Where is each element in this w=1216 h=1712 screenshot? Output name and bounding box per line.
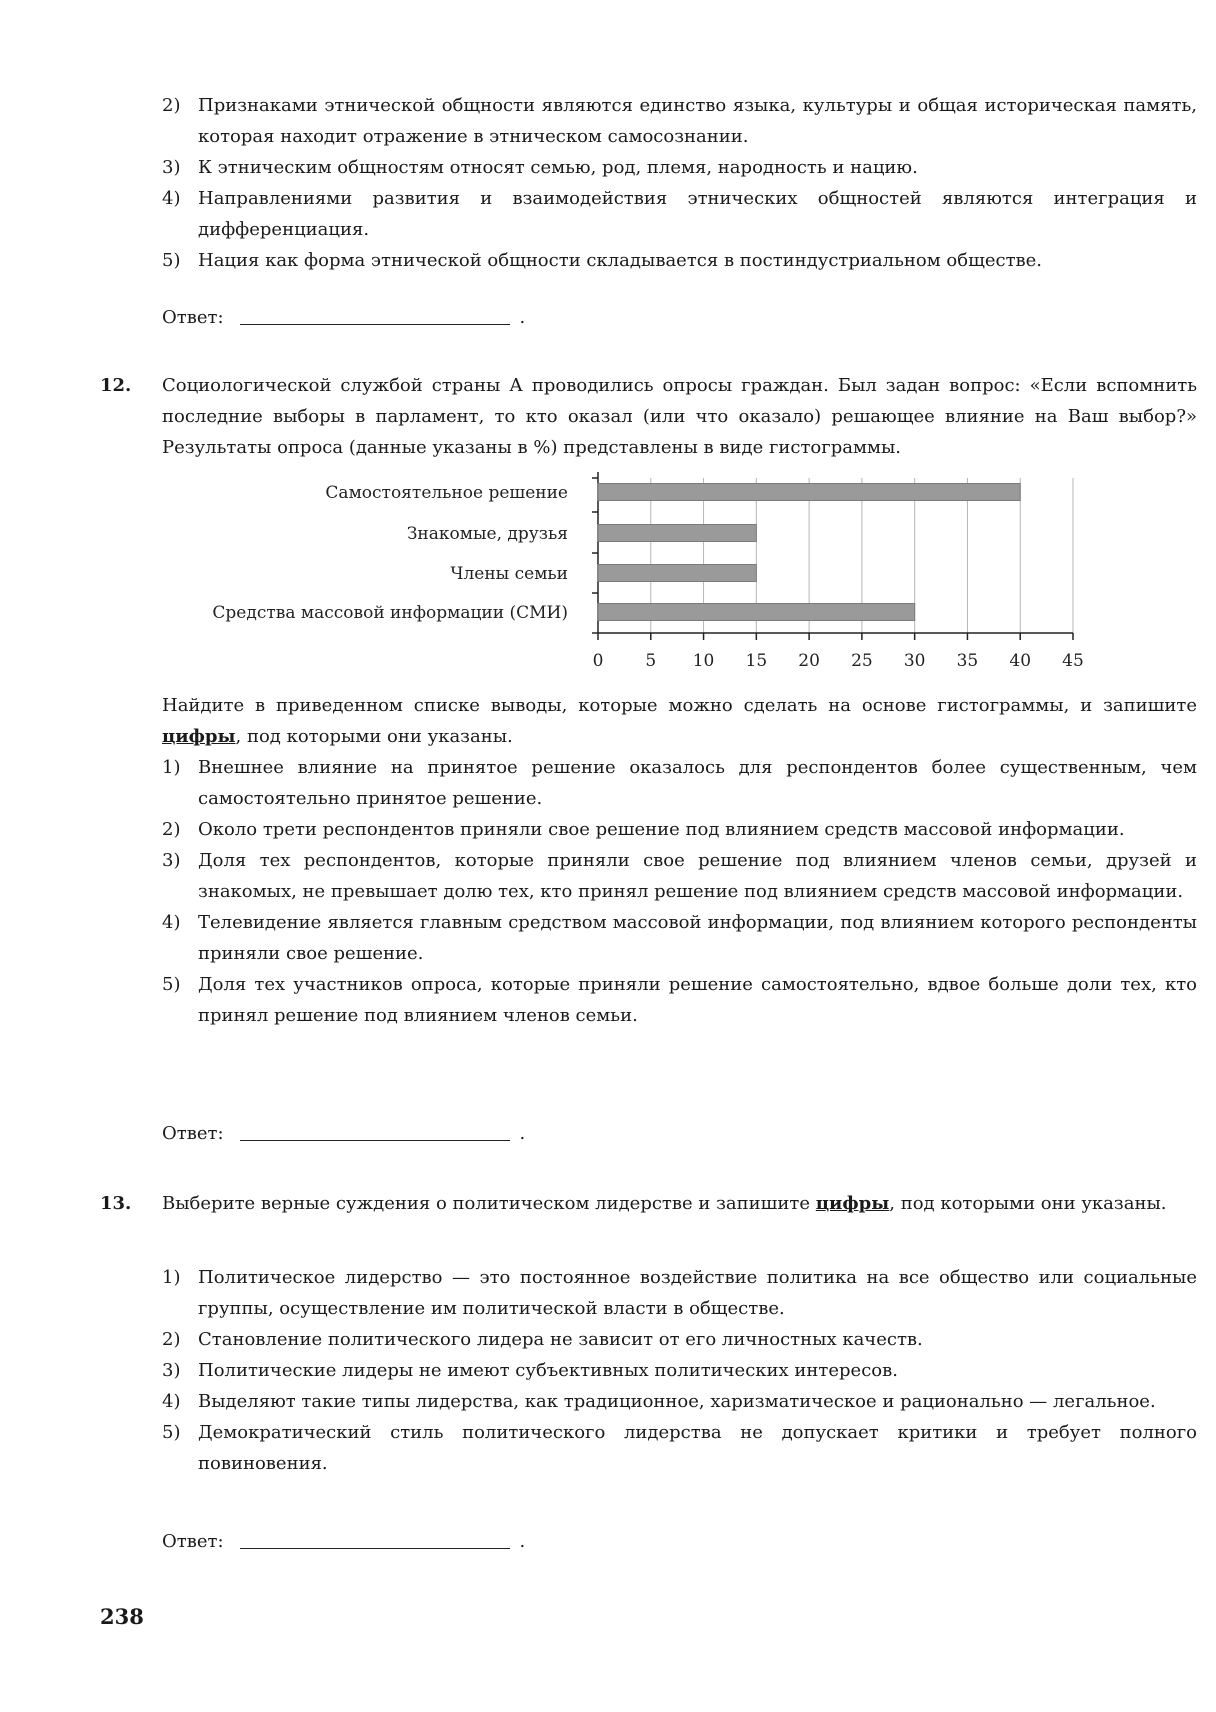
task12-question: Найдите в приведенном списке выводы, которые можно сделать на основе гистограммы, и запишите цифры, под которыми они указаны. [162, 695, 1197, 747]
task12-number: 12. [100, 375, 132, 396]
chart-x-tick-label: 25 [851, 651, 873, 671]
chart-x-tick-label: 0 [592, 651, 604, 671]
chart-x-tick-label: 20 [798, 651, 820, 671]
bold-word: цифры [815, 1193, 890, 1214]
task12-options [162, 752, 1197, 1031]
answer-line[interactable] [240, 1120, 510, 1141]
chart-x-tick-label: 5 [645, 651, 657, 671]
task11-option: 5) Нация как форма этнической общности складывается в постиндустриальном обществе. [162, 250, 1043, 271]
task13-option: 1) Политическое лидерство — это постоянное воздействие политика на все общество или социальные группы, осуществление им политической власти в обществе. [162, 1267, 1197, 1319]
bold-word: цифры [162, 726, 236, 747]
task12-option: 5) Доля тех участников опроса, которые приняли решение самостоятельно, вдвое больше доли тех, кто принял решение под влиянием членов семьи. [162, 974, 1197, 1026]
chart-category-label: Члены семьи [450, 564, 568, 584]
chart-category-label: Самостоятельное решение [325, 483, 568, 503]
task12-option: 2) Около трети респондентов приняли свое решение под влиянием средств массовой информации. [162, 819, 1125, 840]
task12-option: 3) Доля тех респондентов, которые приняли свое решение под влиянием членов семьи, друзей и знакомых, не превышает долю тех, кто принял решение под влиянием средств массовой информации. [162, 850, 1197, 902]
task11-answer: Ответ: . [162, 304, 525, 332]
task13-intro: Выберите верные суждения о политическом лидерстве и запишите цифры, под которыми они указаны. [162, 1193, 1167, 1214]
answer-line[interactable] [240, 1528, 510, 1549]
answer-label: Ответ: [162, 1123, 224, 1144]
answer-label: Ответ: [162, 1531, 224, 1552]
page-number: 238 [100, 1604, 144, 1629]
chart-x-tick-label: 40 [1009, 651, 1032, 671]
answer-label: Ответ: [162, 307, 224, 328]
task12-answer: Ответ: . [162, 1120, 525, 1148]
task13-option: 5) Демократический стиль политического лидерства не допускает критики и требует полного повиновения. [162, 1422, 1197, 1474]
chart-bar [598, 484, 1020, 501]
task13-option: 4) Выделяют такие типы лидерства, как традиционное, харизматическое и рационально — легальное. [162, 1391, 1156, 1412]
task11-option: 3) К этническим общностям относят семью, род, племя, народность и нацию. [162, 157, 918, 178]
task11-option: 4) Направлениями развития и взаимодействия этнических общностей являются интеграция и дифференциация. [162, 188, 1197, 240]
task13-option: 3) Политические лидеры не имеют субъективных политических интересов. [162, 1360, 898, 1381]
task11-option: 2) Признаками этнической общности являются единство языка, культуры и общая историческая память, которая находит отражение в этническом самосознании. [162, 95, 1197, 147]
chart-x-tick-label: 35 [956, 651, 979, 671]
chart-category-label: Средства массовой информации (СМИ) [212, 603, 568, 623]
chart-x-tick-label: 30 [903, 651, 926, 671]
chart-bar [598, 525, 756, 542]
chart-category-label: Знакомые, друзья [406, 524, 568, 544]
task12-option: 4) Телевидение является главным средством массовой информации, под влиянием которого респонденты приняли свое решение. [162, 912, 1197, 964]
task12-intro: Социологической службой страны А проводились опросы граждан. Был задан вопрос: «Если вспомнить последние выборы в парламент, то кто оказал (или что оказало) решающее влияние на Ваш выбор?» Результаты опроса (данные указаны в %) представлены в виде гистограммы. [162, 375, 1197, 458]
task13-number: 13. [100, 1193, 132, 1214]
task13-options [162, 1262, 1197, 1479]
chart-x-tick-label: 10 [692, 651, 715, 671]
chart-bar [598, 604, 915, 621]
chart-bar [598, 565, 756, 582]
task12-option: 1) Внешнее влияние на принятое решение оказалось для респондентов более существенным, чем самостоятельно принятое решение. [162, 757, 1197, 809]
task13-answer: Ответ: . [162, 1528, 525, 1556]
chart-x-tick-label: 15 [745, 651, 768, 671]
task13-option: 2) Становление политического лидера не зависит от его личностных качеств. [162, 1329, 923, 1350]
chart-x-tick-label: 45 [1062, 651, 1084, 671]
